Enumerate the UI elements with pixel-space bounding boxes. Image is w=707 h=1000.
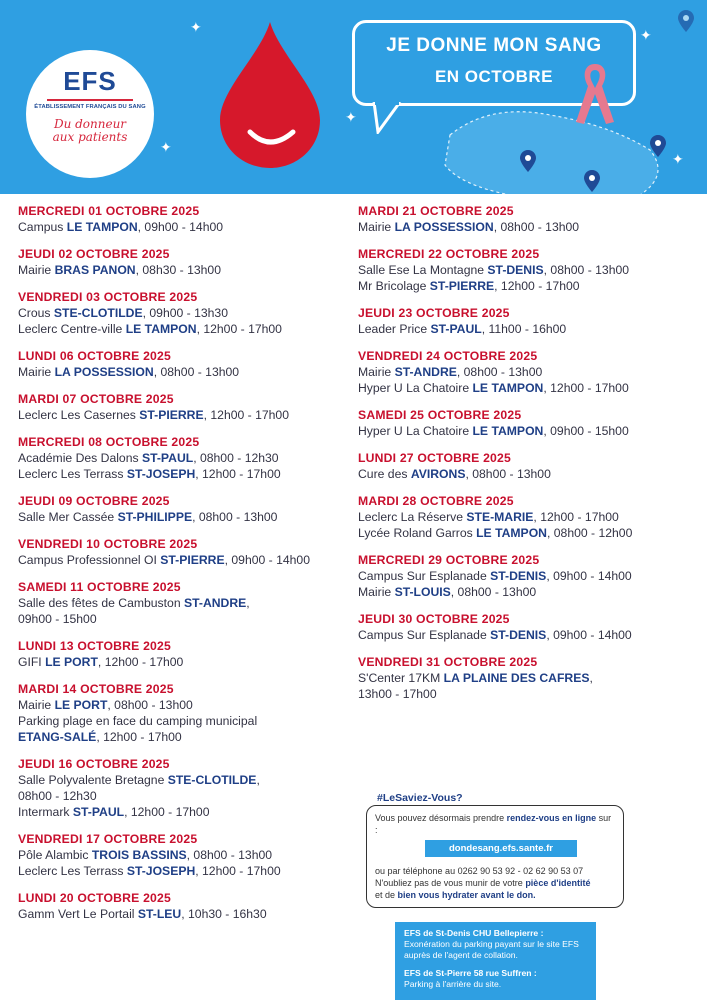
sparkle-icon: ✦ [190,19,202,35]
schedule-day [18,434,348,482]
entry-town: ST-LOUIS [394,585,451,599]
collection-entry [18,466,348,482]
day-date: JEUDI 16 OCTOBRE 2025 [18,757,170,771]
entry-venue: Leclerc La Réserve [358,510,467,524]
info-heading-st-denis: EFS de St-Denis CHU Bellepierre : [404,928,544,938]
saviez-vous-box [366,805,624,908]
day-date: MERCREDI 01 OCTOBRE 2025 [18,204,200,218]
info-gap [404,961,587,968]
efs-logo [26,50,154,178]
collection-entry [358,584,698,600]
entry-town: ST-JOSEPH [126,467,196,481]
collection-entry [18,595,348,611]
collection-entry [358,525,698,541]
text-bold: rendez-vous en ligne [506,813,597,823]
bubble-tail [372,102,404,134]
saviez-vous-text-1 [375,812,615,836]
entry-town: LE TAMPON [66,220,138,234]
entry-hours: , 08h00 - 13h00 [107,698,193,712]
schedule-day [18,831,348,879]
headline-line-2: EN OCTOBRE [434,67,554,86]
schedule-day [358,246,698,294]
entry-hours: , 09h00 - 14h00 [546,628,632,642]
collection-entry [358,278,698,294]
entry-town: LA POSSESSION [394,220,494,234]
text-part: et de [375,890,398,900]
entry-venue: Lycée Roland Garros [358,526,477,540]
day-date: MERCREDI 29 OCTOBRE 2025 [358,553,540,567]
entry-town: ST-PAUL [72,805,125,819]
entry-town: STE-MARIE [466,510,534,524]
entry-hours: , 12h00 - 17h00 [196,322,282,336]
entry-town: LE PORT [54,698,108,712]
entry-venue: Mairie [18,263,55,277]
collection-entry [358,670,698,686]
day-date: JEUDI 30 OCTOBRE 2025 [358,612,510,626]
collection-entry [18,847,348,863]
day-date: MERCREDI 08 OCTOBRE 2025 [18,435,200,449]
entry-town: TROIS BASSINS [91,848,187,862]
entry-hours: , 09h00 - 13h30 [142,306,228,320]
entry-hours: , 08h00 - 12h30 [193,451,279,465]
collection-entry [18,509,348,525]
entry-hours: , 09h00 - 15h00 [543,424,629,438]
entry-hours: , 08h00 - 13h00 [543,263,630,277]
schedule-day [18,493,348,525]
day-date: JEUDI 02 OCTOBRE 2025 [18,247,170,261]
entry-hours: , 12h00 - 17h00 [533,510,619,524]
entry-hours: , 11h00 - 16h00 [481,322,567,336]
schedule-day [18,756,348,820]
sparkle-icon: ✦ [160,139,172,155]
day-date: VENDREDI 31 OCTOBRE 2025 [358,655,538,669]
entry-hours: , 09h00 - 14h00 [546,569,632,583]
day-date: SAMEDI 25 OCTOBRE 2025 [358,408,522,422]
schedule-column-right [358,203,698,713]
collection-entry [18,697,348,713]
day-date: VENDREDI 17 OCTOBRE 2025 [18,832,198,846]
schedule-day [358,203,698,235]
schedule-day [18,391,348,423]
collection-entry [18,450,348,466]
efs-sites-info [395,922,596,1000]
entry-town: ST-PIERRE [429,279,495,293]
schedule-day [18,536,348,568]
day-date: SAMEDI 11 OCTOBRE 2025 [18,580,181,594]
entry-venue: Académie Des Dalons [18,451,142,465]
entry-hours: , 12h00 - 17h00 [195,864,281,878]
schedule-day [18,348,348,380]
entry-hours: , 08h00 - 13h00 [465,467,551,481]
entry-town: ST-PAUL [141,451,194,465]
entry-town: LE TAMPON [125,322,197,336]
schedule-day [358,552,698,600]
entry-venue: Gamm Vert Le Portail [18,907,138,921]
day-date: VENDREDI 03 OCTOBRE 2025 [18,290,198,304]
entry-hours: , 08h00 - 13h00 [153,365,240,379]
entry-venue: 13h00 - 17h00 [358,687,437,701]
blood-drop-icon [215,20,325,170]
day-date: LUNDI 06 OCTOBRE 2025 [18,349,171,363]
logo-subtitle: ÉTABLISSEMENT FRANÇAIS DU SANG [34,104,146,110]
entry-hours: , 12h00 - 17h00 [96,730,182,744]
entry-venue: Hyper U La Chatoire [358,381,473,395]
collection-entry [18,552,348,568]
entry-hours: , 08h00 - 13h00 [186,848,273,862]
entry-hours: , 10h30 - 16h30 [181,907,267,921]
schedule-day [18,579,348,627]
entry-venue: GIFI [18,655,46,669]
day-date: VENDREDI 24 OCTOBRE 2025 [358,349,538,363]
island-map-icon [420,95,680,194]
collection-entry [358,509,698,525]
day-date: MARDI 07 OCTOBRE 2025 [18,392,174,406]
entry-town: LA POSSESSION [54,365,154,379]
schedule-column-left [18,203,348,933]
schedule-day [358,450,698,482]
info-heading-st-pierre: EFS de St-Pierre 58 rue Suffren : [404,968,537,978]
collection-entry [358,380,698,396]
entry-venue: Pôle Alambic [18,848,92,862]
map-pin-icon [520,150,536,172]
entry-town: ST-DENIS [490,628,547,642]
entry-town: ETANG-SALÉ [18,730,97,744]
map-pin-icon [650,135,666,157]
entry-town: BRAS PANON [54,263,136,277]
entry-town: LA PLAINE DES CAFRES [443,671,590,685]
entry-hours: , 12h00 - 17h00 [543,381,629,395]
entry-venue: Mairie [358,585,395,599]
schedule-day [358,654,698,702]
entry-town: ST-LEU [137,907,182,921]
entry-venue: Leclerc Les Casernes [18,408,140,422]
headline-line-1: JE DONNE MON SANG [386,35,602,56]
logo-tagline-line-1: Du donneur [53,117,127,131]
text-part: sur : [375,813,612,835]
entry-town: ST-ANDRE [183,596,247,610]
entry-town: ST-PHILIPPE [117,510,193,524]
entry-venue: Mairie [358,365,395,379]
entry-venue: 08h00 - 12h30 [18,789,97,803]
entry-venue: Leclerc Centre-ville [18,322,126,336]
entry-venue: Mairie [18,698,55,712]
collection-entry [18,906,348,922]
collection-entry [358,627,698,643]
collection-entry [18,219,348,235]
day-date: JEUDI 09 OCTOBRE 2025 [18,494,170,508]
day-date: MARDI 28 OCTOBRE 2025 [358,494,514,508]
day-date: MARDI 21 OCTOBRE 2025 [358,204,514,218]
entry-venue: Campus [18,220,67,234]
sparkle-icon: ✦ [672,151,684,167]
logo-divider [47,99,133,101]
schedule-day [358,348,698,396]
entry-hours: , 12h00 - 17h00 [494,279,580,293]
entry-venue: S'Center 17KM [358,671,444,685]
collection-entry [18,611,348,627]
collection-entry [18,262,348,278]
entry-town: LE TAMPON [472,381,544,395]
schedule-day [358,407,698,439]
saviez-vous-title: #LeSaviez-Vous? [377,792,463,804]
collection-entry [358,262,698,278]
entry-hours: , 08h30 - 13h00 [135,263,221,277]
entry-venue: 09h00 - 15h00 [18,612,97,626]
schedule-day [358,611,698,643]
collection-entry [358,686,698,702]
day-date: JEUDI 23 OCTOBRE 2025 [358,306,510,320]
collection-entry [358,321,698,337]
text-bold: pièce d'identité [525,878,591,888]
info-text-st-denis: Exonération du parking payant sur le site EFS auprès de l'agent de collation. [404,939,579,960]
entry-hours: , 08h00 - 13h00 [456,365,543,379]
entry-hours: , 12h00 - 17h00 [97,655,184,669]
entry-hours: , 08h00 - 13h00 [450,585,537,599]
schedule-day [18,246,348,278]
collection-entry [18,654,348,670]
entry-hours: , 08h00 - 13h00 [192,510,278,524]
schedule-day [18,681,348,745]
entry-venue: Mairie [18,365,55,379]
map-pin-icon [678,10,694,32]
schedule-day [358,305,698,337]
booking-link[interactable]: dondesang.efs.sante.fr [425,840,577,857]
entry-town: ST-DENIS [490,569,547,583]
entry-venue: Intermark [18,805,73,819]
collection-entry [18,772,348,788]
collection-entry [18,804,348,820]
entry-town: LE TAMPON [476,526,547,540]
entry-venue: Salle des fêtes de Cambuston [18,596,184,610]
saviez-vous-text-3 [375,877,615,889]
day-date: VENDREDI 10 OCTOBRE 2025 [18,537,198,551]
collection-entry [18,305,348,321]
day-date: LUNDI 27 OCTOBRE 2025 [358,451,511,465]
entry-venue: Mr Bricolage [358,279,430,293]
day-date: MARDI 14 OCTOBRE 2025 [18,682,174,696]
entry-town: LE PORT [45,655,98,669]
logo-tagline-line-2: aux patients [52,130,128,144]
entry-town: ST-DENIS [487,263,544,277]
entry-hours: , 09h00 - 14h00 [224,553,310,567]
entry-town: ST-PIERRE [139,408,204,422]
collection-entry [18,407,348,423]
schedule-day [18,890,348,922]
collection-entry [18,729,348,745]
entry-venue: Salle Polyvalente Bretagne [18,773,168,787]
text-part: Vous pouvez désormais prendre [375,813,507,823]
entry-town: STE-CLOTILDE [167,773,257,787]
entry-venue: Salle Mer Cassée [18,510,118,524]
collection-entry [358,364,698,380]
collection-entry [18,863,348,879]
info-text-st-pierre: Parking à l'arrière du site. [404,979,502,989]
entry-venue: Leclerc Les Terrass [18,467,127,481]
entry-venue: Campus Sur Esplanade [358,628,491,642]
entry-hours: , 12h00 - 17h00 [124,805,210,819]
entry-hours: , [589,671,593,685]
entry-town: ST-ANDRE [394,365,457,379]
collection-entry [358,219,698,235]
collection-entry [358,423,698,439]
text-part: N'oubliez pas de vous munir de votre [375,878,526,888]
collection-entry [18,364,348,380]
collection-entry [18,788,348,804]
schedule-day [18,638,348,670]
text-bold: bien vous hydrater avant le don. [397,890,536,900]
entry-town: STE-CLOTILDE [53,306,143,320]
saviez-vous-phone: ou par téléphone au 0262 90 53 92 - 02 62 90 53 07 [375,866,584,876]
schedule-day [18,289,348,337]
sparkle-icon: ✦ [345,109,357,125]
entry-venue: Leclerc Les Terrass [18,864,127,878]
schedule-day [18,203,348,235]
schedule-day [358,493,698,541]
collection-entry [18,321,348,337]
collection-entry [18,713,348,729]
entry-town: ST-PAUL [430,322,482,336]
map-pin-icon [584,170,600,192]
entry-venue: Campus Sur Esplanade [358,569,491,583]
entry-venue: Salle Ese La Montagne [358,263,488,277]
entry-hours: , 08h00 - 13h00 [493,220,580,234]
collection-entry [358,466,698,482]
entry-town: AVIRONS [410,467,466,481]
collection-entry [358,568,698,584]
entry-venue: Cure des [358,467,411,481]
sparkle-icon: ✦ [640,27,652,43]
saviez-vous-text-4 [375,889,615,901]
logo-tagline [26,118,154,144]
entry-venue: Crous [18,306,54,320]
entry-venue: Campus Professionnel OI [18,553,161,567]
awareness-ribbon-icon [572,60,618,126]
entry-hours: , [246,596,250,610]
entry-venue: Mairie [358,220,395,234]
header-banner [0,0,707,194]
entry-hours: , 08h00 - 12h00 [546,526,633,540]
day-date: LUNDI 13 OCTOBRE 2025 [18,639,171,653]
entry-venue: Parking plage en face du camping municipal [18,714,258,728]
entry-town: ST-JOSEPH [126,864,196,878]
logo-acronym: EFS [63,66,117,96]
entry-hours: , [256,773,260,787]
day-date: MERCREDI 22 OCTOBRE 2025 [358,247,540,261]
entry-hours: , 12h00 - 17h00 [203,408,289,422]
entry-town: LE TAMPON [472,424,544,438]
entry-venue: Leader Price [358,322,431,336]
entry-venue: Hyper U La Chatoire [358,424,473,438]
entry-town: ST-PIERRE [160,553,225,567]
day-date: LUNDI 20 OCTOBRE 2025 [18,891,171,905]
entry-hours: , 12h00 - 17h00 [195,467,281,481]
entry-hours: , 09h00 - 14h00 [137,220,224,234]
